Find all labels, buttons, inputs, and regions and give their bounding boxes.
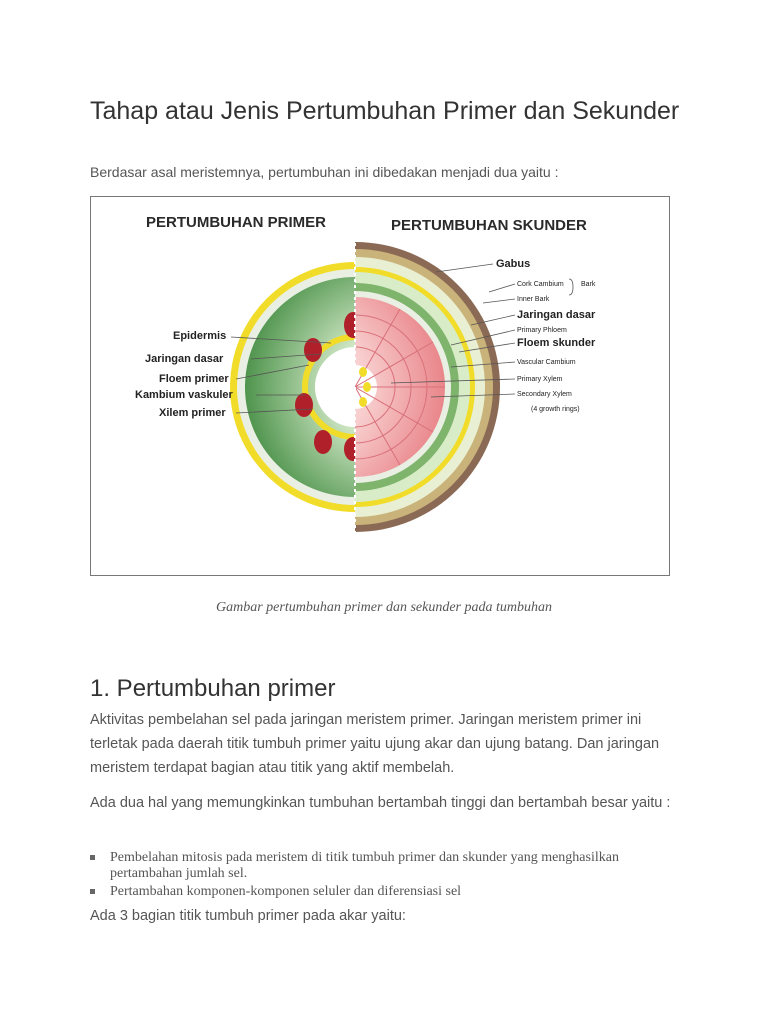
figure-caption: Gambar pertumbuhan primer dan sekunder pada tumbuhan <box>216 600 552 615</box>
heading-primary: PERTUMBUHAN PRIMER <box>146 214 326 231</box>
label-xilem-primer: Xilem primer <box>159 407 226 419</box>
section-paragraph-1: Aktivitas pembelahan sel pada jaringan meristem primer. Jaringan meristem primer ini terletak pada daerah titik tumbuh primer yaitu ujung akar dan ujung batang. Dan jaringan meristem terdapat bagian atau titik yang aktif membelah. <box>90 712 660 776</box>
bullet-list <box>90 850 690 902</box>
bullet-square-icon <box>90 889 95 894</box>
label-epidermis: Epidermis <box>173 330 227 342</box>
growth-diagram-figure <box>90 196 670 576</box>
lead-paragraph: Berdasar asal meristemnya, pertumbuhan ini dibedakan menjadi dua yaitu : <box>90 164 559 180</box>
list-item <box>90 850 690 882</box>
list-item-text: Pembelahan mitosis pada meristem di titik tumbuh primer dan skunder yang menghasilkan pertambahan jumlah sel. <box>110 850 619 881</box>
label-vascular-cambium: Vascular Cambium <box>517 359 576 366</box>
list-item-text: Pertambahan komponen-komponen seluler dan diferensiasi sel <box>110 884 462 899</box>
label-floem-skunder: Floem skunder <box>517 337 596 349</box>
growth-diagram <box>91 197 670 576</box>
label-growth-rings: (4 growth rings) <box>531 406 580 413</box>
page-title: Tahap atau Jenis Pertumbuhan Primer dan Sekunder <box>90 97 680 125</box>
list-item <box>90 884 690 900</box>
label-inner-bark: Inner Bark <box>517 296 550 303</box>
heading-secondary: PERTUMBUHAN SKUNDER <box>391 217 587 234</box>
label-primary-phloem: Primary Phloem <box>517 327 567 334</box>
bullet-square-icon <box>90 855 95 860</box>
label-primary-xylem: Primary Xylem <box>517 376 563 383</box>
label-gabus: Gabus <box>496 258 531 270</box>
section-heading: 1. Pertumbuhan primer <box>90 675 336 702</box>
section-paragraph-2: Ada dua hal yang memungkinkan tumbuhan bertambah tinggi dan bertambah besar yaitu : <box>90 795 671 811</box>
label-secondary-xylem: Secondary Xylem <box>517 391 572 398</box>
label-cork-cambium: Cork Cambium <box>517 281 564 288</box>
label-jaringan-dasar-right: Jaringan dasar <box>517 309 596 321</box>
label-jaringan-dasar: Jaringan dasar <box>145 353 224 365</box>
label-kambium-vaskuler: Kambium vaskuler <box>135 389 233 401</box>
label-bark: Bark <box>581 281 596 288</box>
label-floem-primer: Floem primer <box>159 373 229 385</box>
section-paragraph-3: Ada 3 bagian titik tumbuh primer pada akar yaitu: <box>90 908 406 924</box>
